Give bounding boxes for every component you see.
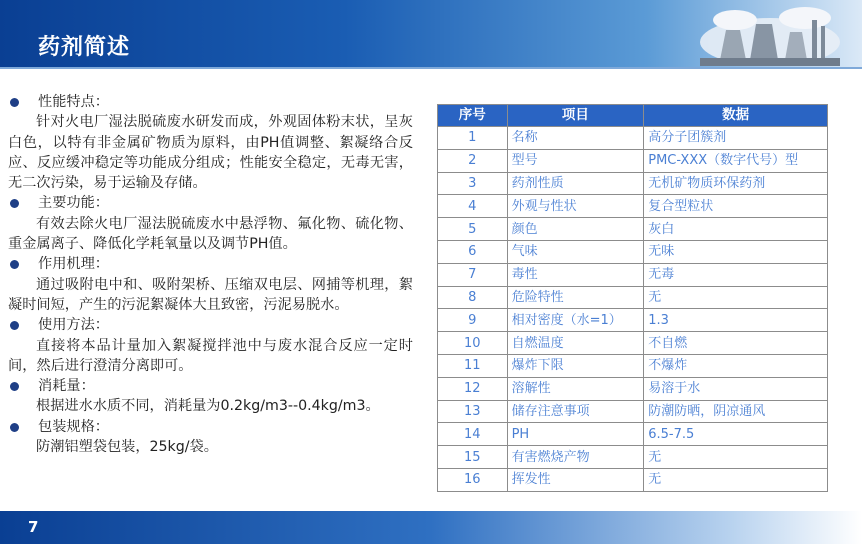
table-cell: 14 xyxy=(438,423,508,446)
table-row xyxy=(438,127,828,150)
table-cell: 3 xyxy=(438,172,508,195)
bullet-icon xyxy=(10,98,19,107)
bullet-icon xyxy=(10,321,19,330)
spec-table xyxy=(437,104,828,492)
table-cell: 无 xyxy=(644,468,828,491)
column-header: 数据 xyxy=(644,105,828,127)
header-bar xyxy=(0,0,862,67)
table-cell: 不自燃 xyxy=(644,332,828,355)
section-label: 包装规格： xyxy=(8,417,413,437)
bullet-icon xyxy=(10,199,19,208)
section-text: 有效去除火电厂湿法脱硫废水中悬浮物、氟化物、硫化物、重金属离子、降低化学耗氧量以及调节PH值。 xyxy=(8,215,413,253)
table-header-row xyxy=(438,105,828,127)
table-cell: 12 xyxy=(438,377,508,400)
page-number: 7 xyxy=(28,518,39,536)
footer-bar xyxy=(0,511,862,544)
table-cell: 灰白 xyxy=(644,218,828,241)
table-cell: 颜色 xyxy=(507,218,644,241)
table-cell: 无味 xyxy=(644,240,828,263)
table-cell: 型号 xyxy=(507,149,644,172)
table-cell: 无 xyxy=(644,286,828,309)
table-cell: 药剂性质 xyxy=(507,172,644,195)
table-cell: 15 xyxy=(438,446,508,469)
table-cell: 爆炸下限 xyxy=(507,354,644,377)
table-cell: 溶解性 xyxy=(507,377,644,400)
section-text: 根据进水水质不同，消耗量为0.2kg/m3--0.4kg/m3。 xyxy=(36,398,380,415)
header-divider xyxy=(0,67,862,69)
table-cell: 11 xyxy=(438,354,508,377)
table-cell: 防潮防晒，阴凉通风 xyxy=(644,400,828,423)
table-cell: 易溶于水 xyxy=(644,377,828,400)
table-cell: 7 xyxy=(438,263,508,286)
table-cell: 1.3 xyxy=(644,309,828,332)
page-title: 药剂简述 xyxy=(38,35,131,60)
table-cell: 相对密度（水=1） xyxy=(507,309,644,332)
section-label: 性能特点： xyxy=(8,92,413,112)
table-cell: 13 xyxy=(438,400,508,423)
table-row xyxy=(438,332,828,355)
bullet-icon xyxy=(10,423,19,432)
table-row xyxy=(438,240,828,263)
table-cell: 6.5-7.5 xyxy=(644,423,828,446)
table-cell: 外观与性状 xyxy=(507,195,644,218)
table-row xyxy=(438,423,828,446)
table-cell: 储存注意事项 xyxy=(507,400,644,423)
bullet-icon xyxy=(10,260,19,269)
table-cell: 自燃温度 xyxy=(507,332,644,355)
table-row xyxy=(438,263,828,286)
table-cell: 气味 xyxy=(507,240,644,263)
section-label: 作用机理： xyxy=(8,254,413,274)
table-cell: 挥发性 xyxy=(507,468,644,491)
table-cell: 9 xyxy=(438,309,508,332)
table-row xyxy=(438,218,828,241)
table-cell: 5 xyxy=(438,218,508,241)
table-cell: 6 xyxy=(438,240,508,263)
column-header: 序号 xyxy=(438,105,508,127)
table-cell: 不爆炸 xyxy=(644,354,828,377)
table-row xyxy=(438,195,828,218)
table-row xyxy=(438,377,828,400)
table-row xyxy=(438,309,828,332)
table-cell: 10 xyxy=(438,332,508,355)
section-text: 通过吸附电中和、吸附架桥、压缩双电层、网捕等机理，絮凝时间短，产生的污泥絮凝体大且致密，污泥易脱水。 xyxy=(8,276,413,313)
bullet-icon xyxy=(10,382,19,391)
table-cell: PMC-XXX（数字代号）型 xyxy=(644,149,828,172)
table-cell: 名称 xyxy=(507,127,644,150)
table-cell: 危险特性 xyxy=(507,286,644,309)
table-cell: PH xyxy=(507,423,644,446)
table-row xyxy=(438,446,828,469)
section-text: 直接将本品计量加入絮凝搅拌池中与废水混合反应一定时间，然后进行澄清分离即可。 xyxy=(8,337,413,374)
table-row xyxy=(438,400,828,423)
section-label: 消耗量： xyxy=(8,376,413,396)
description-text xyxy=(8,92,413,457)
table-cell: 毒性 xyxy=(507,263,644,286)
table-cell: 无机矿物质环保药剂 xyxy=(644,172,828,195)
section-text: 防潮铝塑袋包装，25kg/袋。 xyxy=(36,439,218,456)
table-cell: 有害燃烧产物 xyxy=(507,446,644,469)
table-row xyxy=(438,149,828,172)
table-row xyxy=(438,468,828,491)
column-header: 项目 xyxy=(507,105,644,127)
table-row xyxy=(438,172,828,195)
table-cell: 16 xyxy=(438,468,508,491)
table-row xyxy=(438,286,828,309)
table-cell: 2 xyxy=(438,149,508,172)
table-cell: 无 xyxy=(644,446,828,469)
table-row xyxy=(438,354,828,377)
table-cell: 高分子团簇剂 xyxy=(644,127,828,150)
table-cell: 4 xyxy=(438,195,508,218)
table-cell: 1 xyxy=(438,127,508,150)
table-cell: 无毒 xyxy=(644,263,828,286)
section-label: 使用方法： xyxy=(8,315,413,335)
section-label: 主要功能： xyxy=(8,193,413,213)
table-cell: 8 xyxy=(438,286,508,309)
section-text: 针对火电厂湿法脱硫废水研发而成，外观固体粉末状，呈灰白色，以特有非金属矿物质为原料，由PH值调整、絮凝络合反应、反应缓冲稳定等功能成分组成；性能安全稳定，无毒无害，无二次污染，易于运输及存储。 xyxy=(8,114,413,192)
power-plant-image xyxy=(700,2,840,66)
table-cell: 复合型粒状 xyxy=(644,195,828,218)
